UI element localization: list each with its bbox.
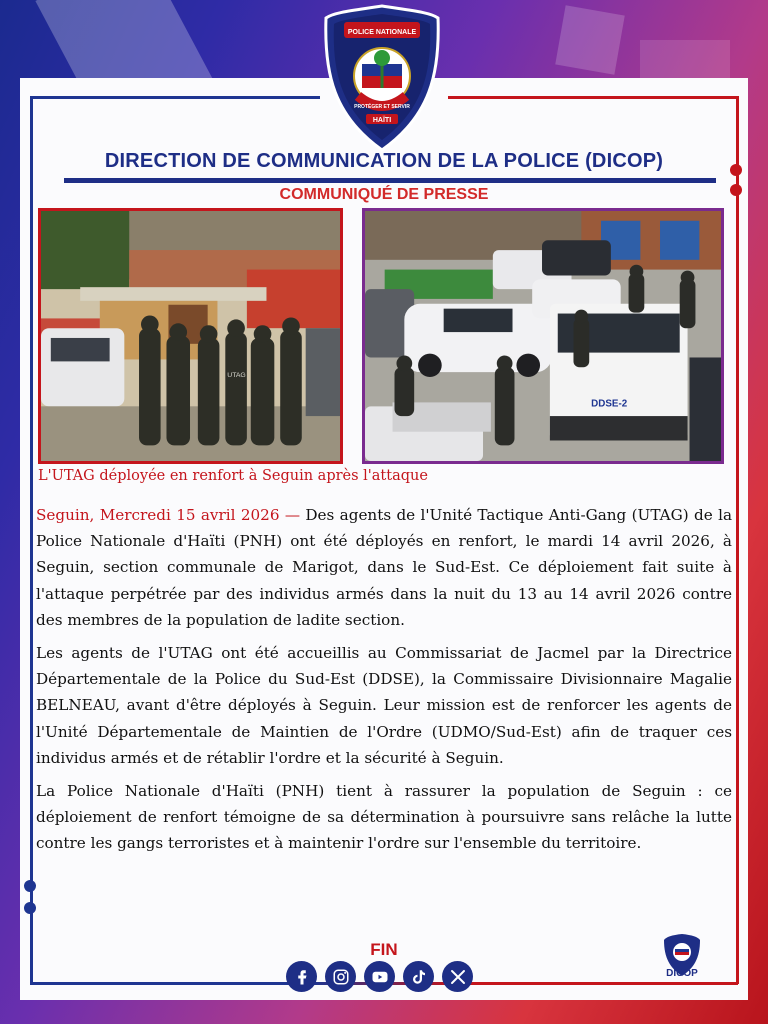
police-nationale-logo [322, 4, 442, 152]
frame-dot [730, 184, 742, 196]
frame-border-top-right [448, 96, 738, 99]
paragraph-3: La Police Nationale d'Haïti (PNH) tient à rassurer la population de Seguin : ce déploiement de renfort témoigne de sa détermination à poursuivre sans relâche la lutte contre les gangs terroristes et à maintenir l'ordre sur l'ensemble du territoire. [36, 782, 732, 853]
truck-label: DDSE-2 [591, 398, 628, 410]
dateline: Seguin, Mercredi 15 avril 2026 — [36, 506, 301, 524]
photo-police-vehicles [362, 208, 724, 464]
social-links [286, 961, 473, 992]
page-title: DIRECTION DE COMMUNICATION DE LA POLICE (DICOP) [104, 150, 664, 172]
photo-utag-agents-street [38, 208, 343, 464]
logo-top-text: POLICE NATIONALE [347, 29, 417, 36]
paragraph-2: Les agents de l'UTAG ont été accueillis au Commissariat de Jacmel par la Directrice Départementale de la Police du Sud-Est (DDSE), la Commissaire Divisionnaire Magalie BELNEAU, avant d'être déployés à Seguin. Leur mission est de renforcer les agents de l'Unité Départementale de Maintien de l'Ordre (UDMO/Sud-Est) afin de traquer ces individus armés et de rétablir l'ordre et la sécurité à Seguin. [36, 644, 732, 767]
paragraph-1-text: Des agents de l'Unité Tactique Anti-Gang (UTAG) de la Police Nationale d'Haïti (PNH) ont été déployés en renfort, le mardi 14 avril 2026, à Seguin, section communale de Marigot, dans le Sud-Est. Ce déploiement fait suite à l'attaque perpétrée par des individus armés dans la nuit du 13 au 14 avril 2026 contre des membres de la population de ladite section. [36, 506, 732, 629]
title-underline [64, 178, 716, 183]
page-subtitle: COMMUNIQUÉ DE PRESSE [279, 186, 489, 203]
background-square [555, 5, 625, 75]
logo-country: HAÏTI [372, 117, 392, 124]
frame-dot [24, 880, 36, 892]
logo-motto: PROTÉGER ET SERVIR [354, 104, 410, 110]
frame-dot [24, 902, 36, 914]
background-rectangle [640, 40, 730, 80]
frame-border-top-left [30, 96, 320, 99]
facebook-icon[interactable] [286, 961, 317, 992]
frame-border-left [30, 96, 33, 984]
dicop-label: DICOP [666, 968, 698, 979]
paragraph-1 [36, 502, 732, 633]
instagram-icon[interactable] [325, 961, 356, 992]
frame-border-right [736, 96, 739, 984]
photo-caption: L'UTAG déployée en renfort à Seguin après l'attaque [38, 468, 428, 484]
article-body [36, 502, 732, 864]
frame-dot [730, 164, 742, 176]
youtube-icon[interactable] [364, 961, 395, 992]
x-icon[interactable] [442, 961, 473, 992]
vest-label: UTAG [227, 372, 246, 380]
tiktok-icon[interactable] [403, 961, 434, 992]
end-marker: FIN [370, 940, 398, 959]
